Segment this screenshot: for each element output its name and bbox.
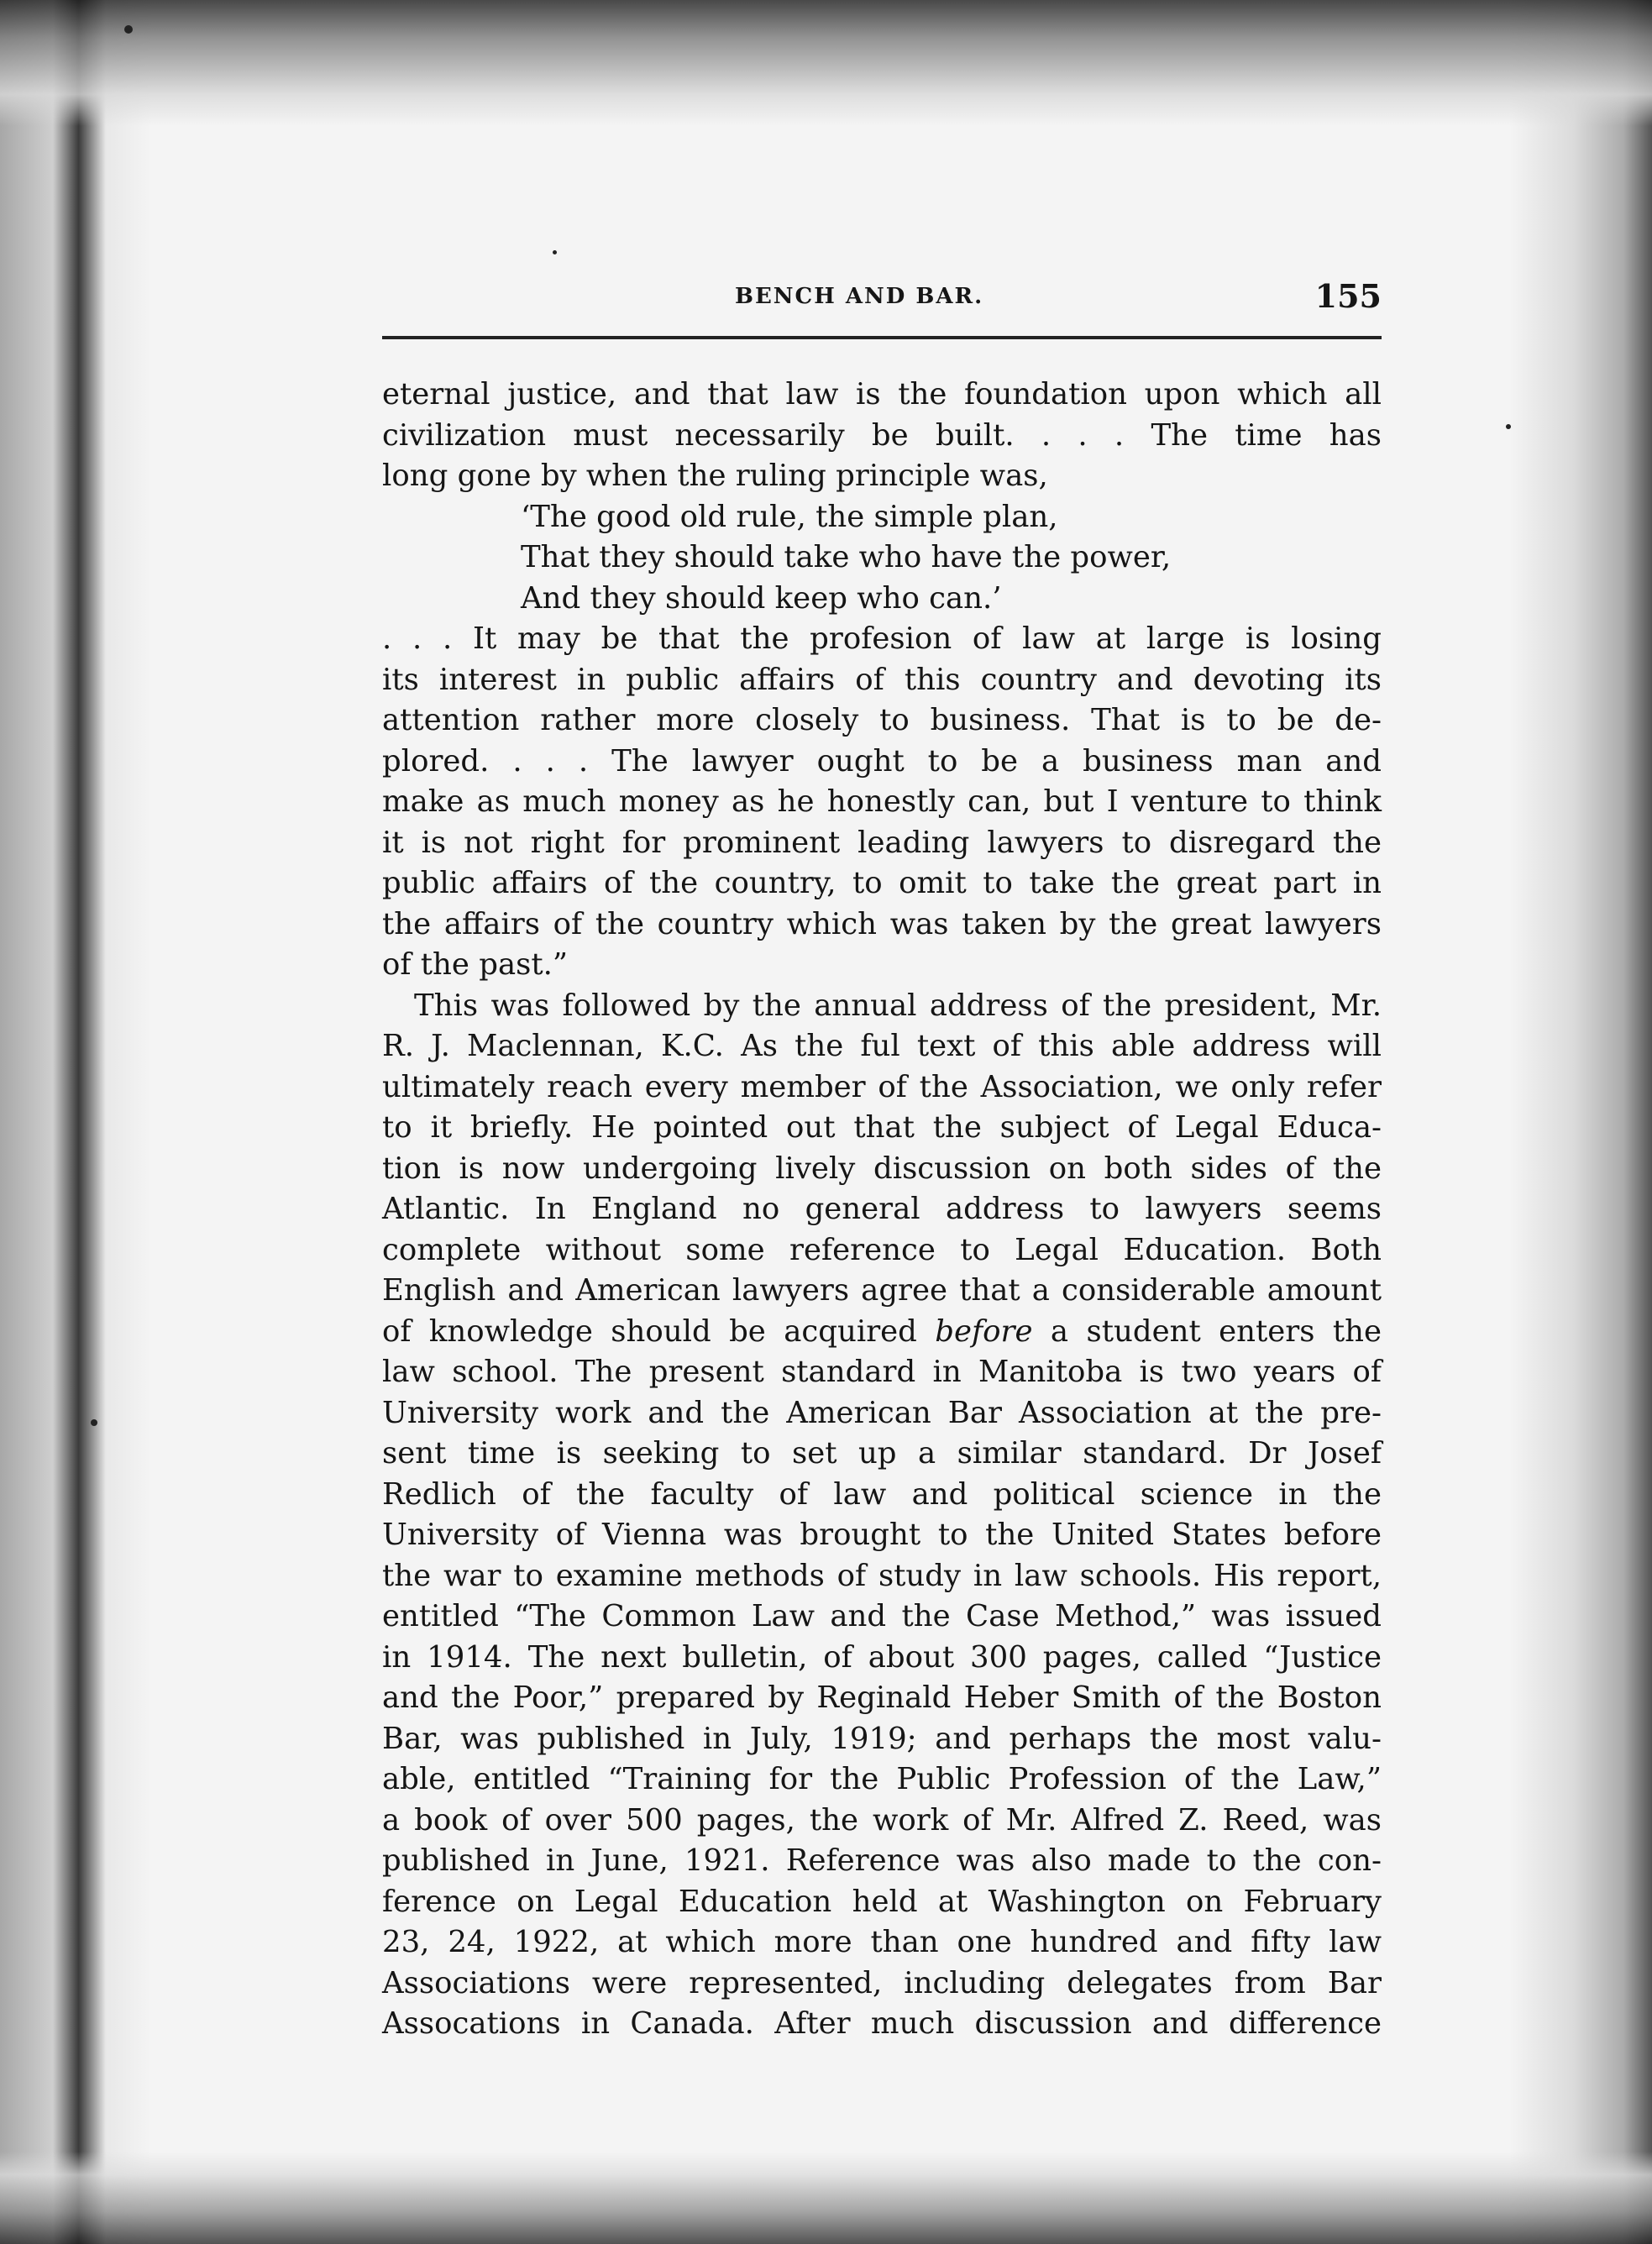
text-line: English and American lawyers agree that a considerable amount xyxy=(382,1273,1382,1308)
text-line: Assocations in Canada. After much discussion and difference xyxy=(382,2006,1382,2041)
scan-speck xyxy=(124,25,133,34)
text-line: R. J. Maclennan, K.C. As the ful text of this able address will xyxy=(382,1029,1382,1063)
page-number: 155 xyxy=(1314,277,1382,315)
text-line: public affairs of the country, to omit to take the great part in xyxy=(382,866,1382,900)
text-line: Redlich of the faculty of law and political science in the xyxy=(382,1476,1382,1512)
text-line: ultimately reach every member of the Association, we only refer xyxy=(382,1069,1382,1104)
text-line: its interest in public affairs of this country and devoting its xyxy=(382,662,1382,697)
book-binding-shadow xyxy=(0,0,151,2244)
text-line: to it briefly. He pointed out that the subject of Legal Educa- xyxy=(382,1110,1382,1145)
text-line: make as much money as he honestly can, but I venture to think xyxy=(382,784,1382,819)
text-line: published in June, 1921. Reference was also made to the con- xyxy=(382,1843,1382,1878)
text-line: complete without some reference to Legal Education. Both xyxy=(382,1232,1382,1267)
text-line: eternal justice, and that law is the foundation upon which all xyxy=(382,377,1382,412)
scan-speck xyxy=(553,250,557,254)
text-line: sent time is seeking to set up a similar standard. Dr Josef xyxy=(382,1436,1382,1471)
text-line: in 1914. The next bulletin, of about 300 pages, called “Justice xyxy=(382,1639,1382,1675)
top-page-edge xyxy=(0,0,1652,126)
text-line: law school. The present standard in Manitoba is two years of xyxy=(382,1355,1382,1389)
body-text xyxy=(382,375,1382,2045)
text-line: University work and the American Bar Association at the pre- xyxy=(382,1395,1382,1430)
scan-speck xyxy=(91,1419,97,1426)
text-line: of knowledge should be acquired before a student enters the xyxy=(382,1313,1382,1349)
text-line: long gone by when the ruling principle was, xyxy=(382,459,1048,493)
text-line: tion is now undergoing lively discussion on both sides of the xyxy=(382,1151,1382,1186)
text-line: a book of over 500 pages, the work of Mr. Alfred Z. Reed, was xyxy=(382,1802,1382,1838)
text-line: the war to examine methods of study in law schools. His report, xyxy=(382,1558,1382,1593)
text-line: of the past.” xyxy=(382,947,569,982)
text-line: able, entitled “Training for the Public Profession of the Law,” xyxy=(382,1762,1382,1796)
header-rule xyxy=(382,336,1382,339)
text-line: attention rather more closely to business. That is to be de- xyxy=(382,703,1382,737)
text-line: civilization must necessarily be built. . . . The time has xyxy=(382,417,1382,453)
text-line: the affairs of the country which was taken by the great lawyers xyxy=(382,906,1382,941)
text-line: Atlantic. In England no general address to lawyers seems xyxy=(382,1192,1382,1226)
text-line: This was followed by the annual address of the president, Mr. xyxy=(414,988,1382,1023)
text-line: it is not right for prominent leading lawyers to disregard the xyxy=(382,825,1382,860)
text-line: University of Vienna was brought to the United States before xyxy=(382,1518,1382,1552)
text-line: ference on Legal Education held at Washington on February xyxy=(382,1884,1382,1919)
text-line: . . . It may be that the profesion of law at large is losing xyxy=(382,621,1382,656)
text-line: Associations were represented, including delegates from Bar xyxy=(382,1965,1382,2000)
text-line: Bar, was published in July, 1919; and perhaps the most valu- xyxy=(382,1721,1382,1756)
verse-line: And they should keep who can.’ xyxy=(521,580,1002,616)
text-line: 23, 24, 1922, at which more than one hundred and fifty law xyxy=(382,1925,1382,1959)
text-line: plored. . . . The lawyer ought to be a business man and xyxy=(382,743,1382,779)
bottom-page-edge xyxy=(0,2152,1652,2244)
text-line: and the Poor,” prepared by Reginald Heber Smith of the Boston xyxy=(382,1680,1382,1715)
verse-line: ‘The good old rule, the simple plan, xyxy=(521,499,1058,534)
page-header xyxy=(382,277,1382,319)
text-line: entitled “The Common Law and the Case Method,” was issued xyxy=(382,1599,1382,1633)
right-page-edge xyxy=(1509,0,1652,2244)
running-head: BENCH AND BAR. xyxy=(735,284,984,309)
verse-line: That they should take who have the power, xyxy=(521,540,1172,574)
scan-speck xyxy=(1506,424,1511,429)
